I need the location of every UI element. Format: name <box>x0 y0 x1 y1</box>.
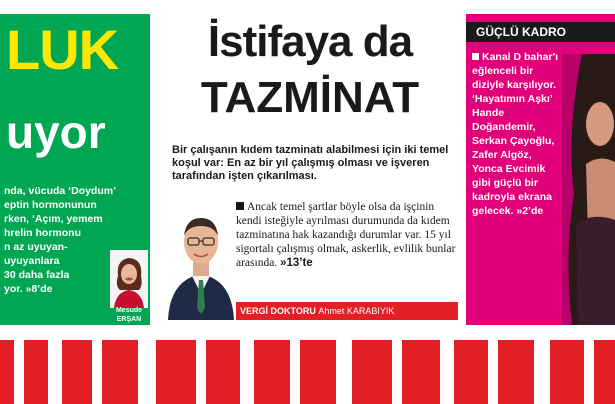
byline-role: VERGİ DOKTORU <box>240 306 316 316</box>
banner-stripe <box>440 340 454 404</box>
banner-stripe <box>14 340 24 404</box>
banner-stripe <box>92 340 102 404</box>
byline-author: Ahmet KARABIYIK <box>318 306 395 316</box>
columnist-name: Mesude ERŞAN <box>115 307 143 323</box>
right-continue-link[interactable]: »2’de <box>516 205 544 217</box>
left-body-line: nda, vücuda ‘Doydum’ <box>4 185 117 197</box>
right-teaser-panel[interactable] <box>466 14 615 325</box>
left-body-line: uyuyanlara <box>4 255 60 267</box>
columnist-photo-karabiyik <box>166 198 236 320</box>
left-teaser-panel[interactable] <box>0 14 150 325</box>
bullet-square-icon <box>472 53 479 60</box>
left-body-line: n az uyuyan- <box>4 241 68 253</box>
actress-photo <box>562 54 615 325</box>
main-subtitle: Bir çalışanın kıdem tazminatı alabilmesi için iki temel koşul var: En az bir yıl çalışmış olması ve işveren tarafından işten çıkarılması. <box>172 144 449 182</box>
left-body-line: eptin hormonunun <box>4 199 97 211</box>
banner-stripe <box>584 340 594 404</box>
man-portrait-image <box>166 198 236 320</box>
left-headline-top: LUK <box>6 18 119 81</box>
right-teaser-body: Kanal D bahar'ı eğlenceli bir diziyle karşılıyor. ‘Hayatımın Aşkı’ Hande Doğandemir, Serkan Çayoğlu, Zafer Algöz, Yonca Evcimik gibi güçlü bir kadroyla ekrana gelecek. »2’de <box>472 51 559 217</box>
banner-stripe <box>534 340 550 404</box>
banner-stripe <box>138 340 156 404</box>
left-teaser-body <box>4 184 117 296</box>
banner-stripe <box>488 340 498 404</box>
left-body-line: 30 daha fazla <box>4 269 70 281</box>
left-body-line-last: yor. »8’de <box>4 283 53 295</box>
byline <box>240 305 454 317</box>
banner-stripe <box>240 340 254 404</box>
columnist-photo <box>110 250 148 308</box>
banner-stripe <box>290 340 300 404</box>
left-headline-bottom: uyor <box>6 106 106 158</box>
bullet-square-icon <box>236 202 244 210</box>
banner-stripe <box>392 340 402 404</box>
banner-stripe <box>48 340 62 404</box>
left-body-line: hrelin hormonu <box>4 227 81 239</box>
bottom-banner <box>0 340 615 404</box>
banner-stripe <box>336 340 352 404</box>
main-headline-line-1[interactable]: İstifaya da <box>207 17 413 66</box>
columnist-portrait-image <box>110 250 148 308</box>
left-continue-link[interactable]: »8’de <box>25 283 53 295</box>
banner-stripe <box>196 340 206 404</box>
main-continue-link[interactable]: »13’te <box>280 257 313 269</box>
left-body-line: rken, ‘Açım, yemem <box>4 213 103 225</box>
right-section-label: GÜÇLÜ KADRO <box>476 25 566 39</box>
main-headline-line-2[interactable]: TAZMİNAT <box>200 73 420 122</box>
actress-image <box>562 54 615 325</box>
main-article-body: Ancak temel şartlar böyle olsa da işçinin kendi isteğiyle ayrılması durumunda da kıdem tazminatına hak kazandığı durumlar var. 15 yıl sigortalı çalışmış olmak, askerlik, evlilik bunlar arasında. »13’te <box>236 201 456 269</box>
